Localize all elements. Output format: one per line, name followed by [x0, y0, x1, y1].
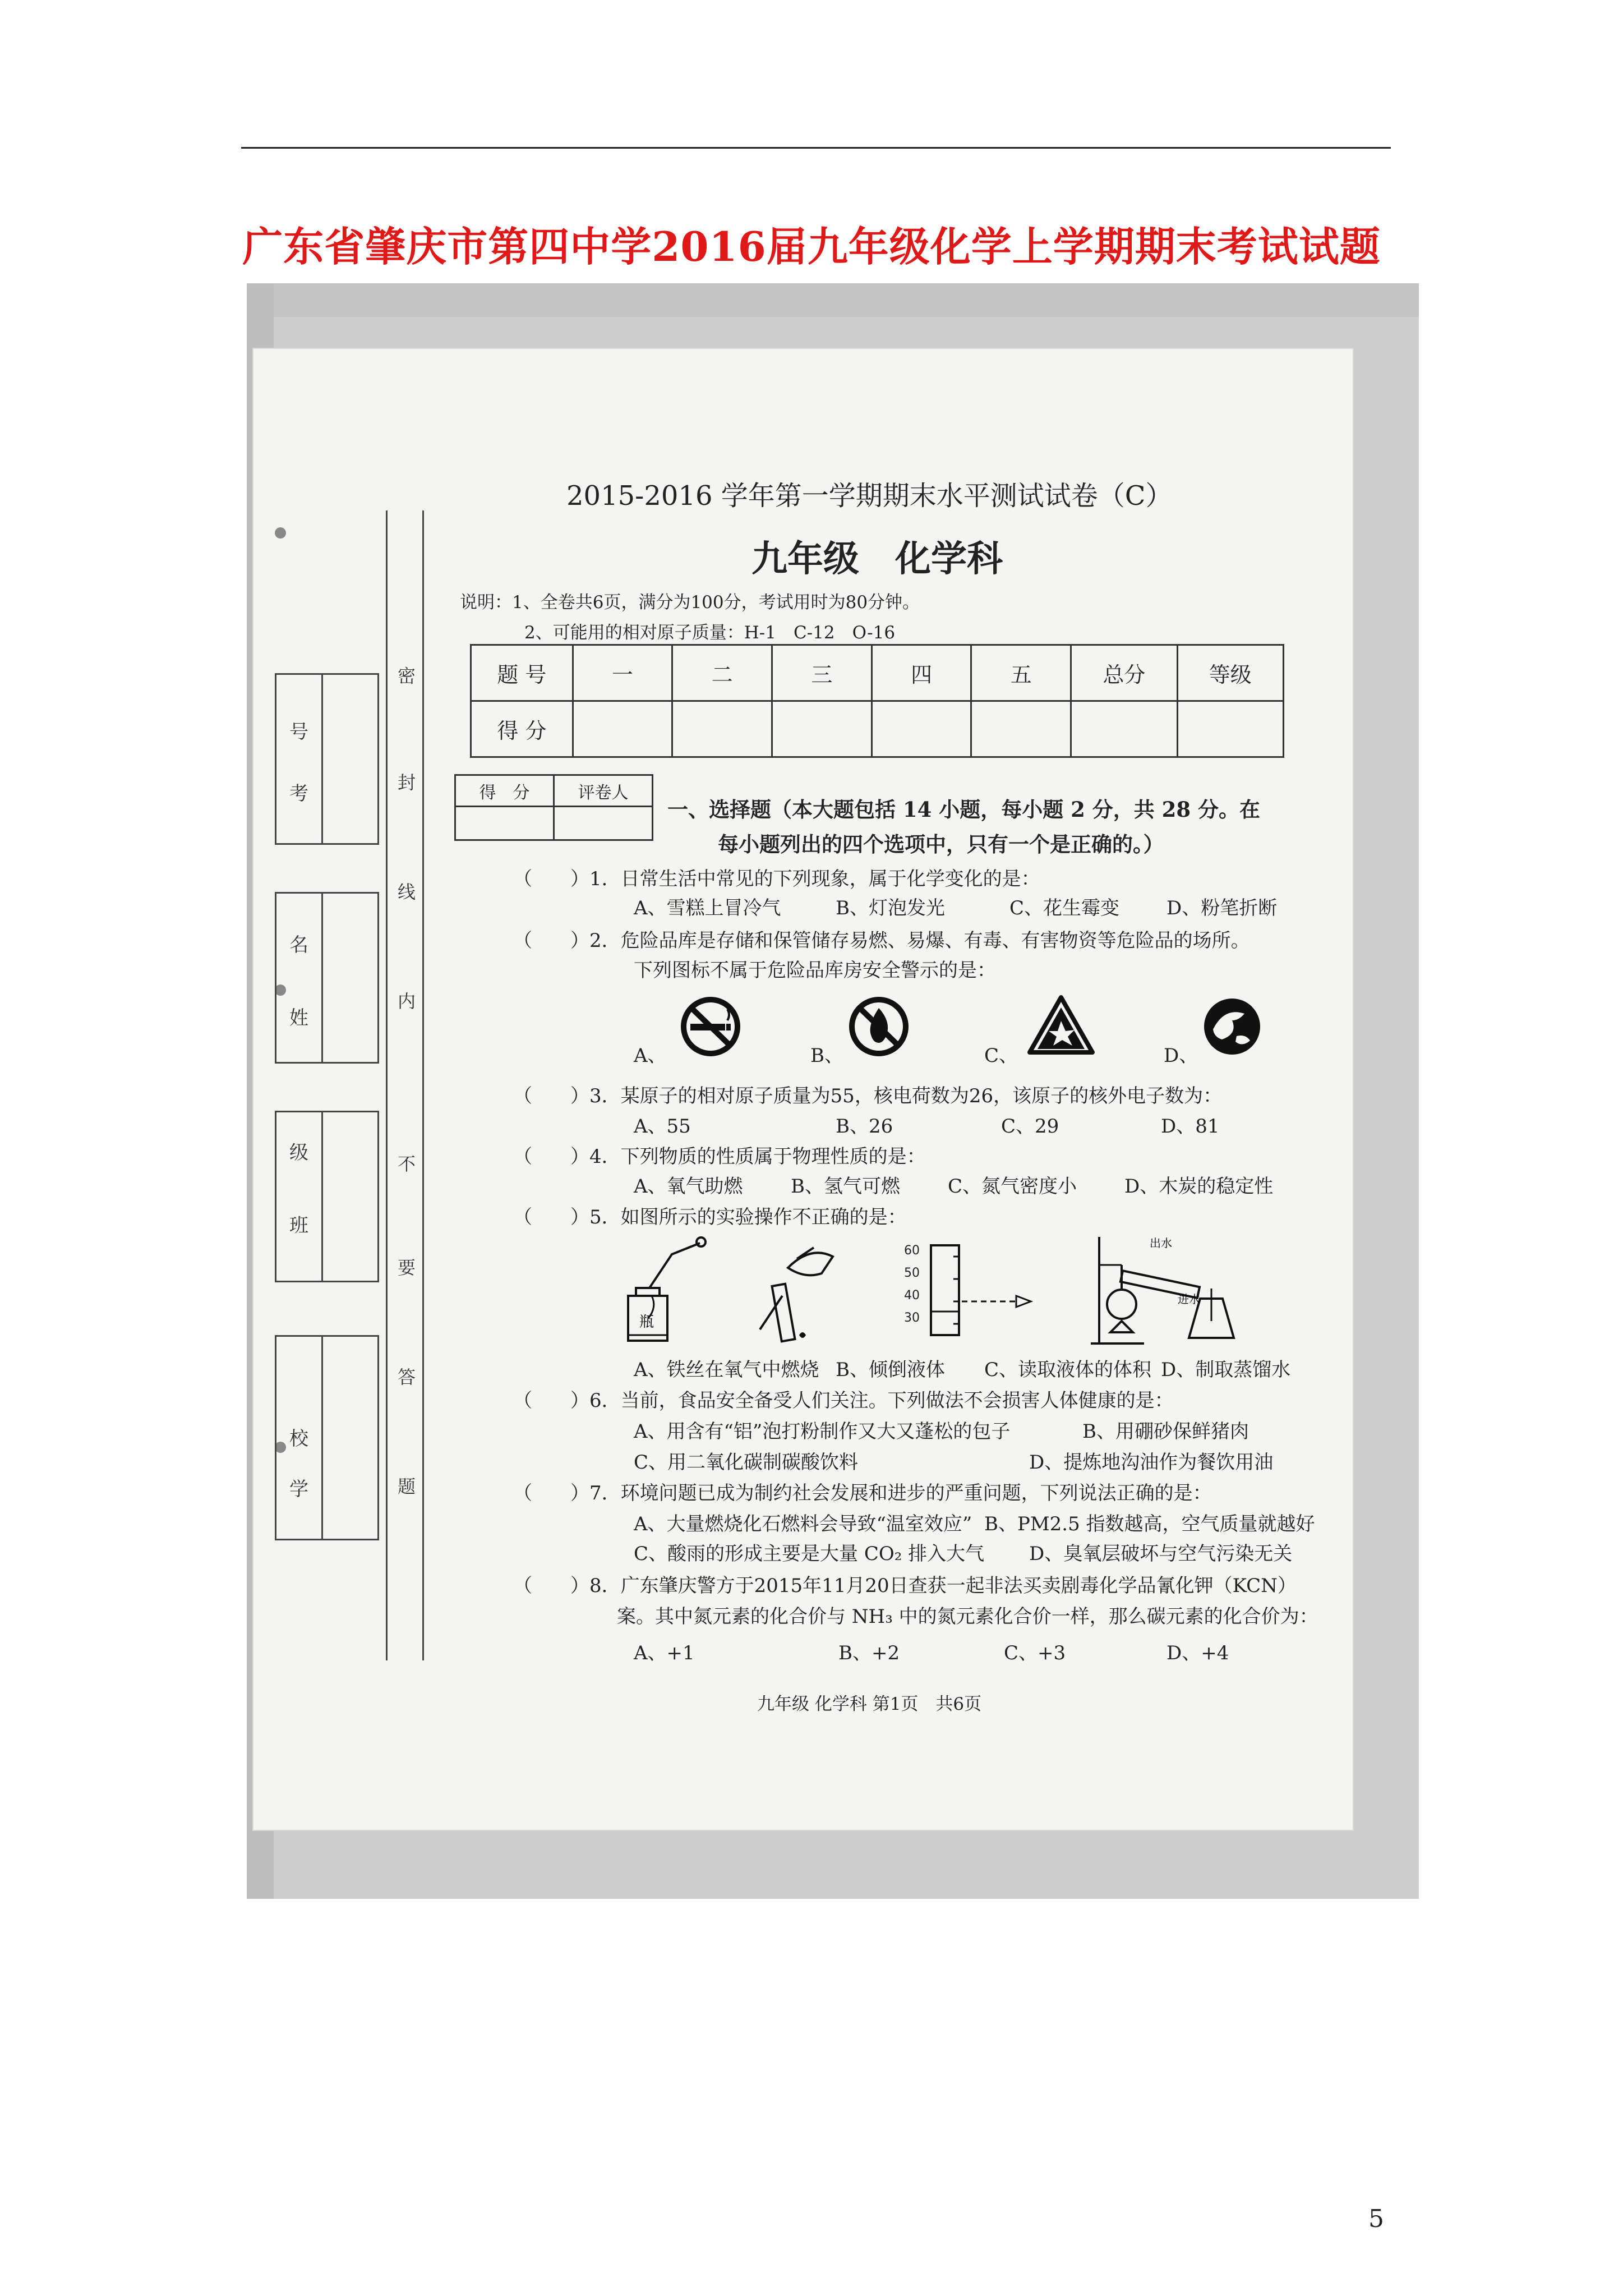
- binding-line: [386, 510, 388, 1660]
- water-inlet-label: 进水: [1178, 1292, 1200, 1306]
- q1-option-a: A、雪糕上冒冷气: [634, 897, 781, 919]
- q5-option-c: C、读取液体的体积: [984, 1359, 1152, 1381]
- q8-option-a: A、+1: [634, 1642, 695, 1664]
- q2-option-d: D、: [1164, 1045, 1198, 1067]
- q4-option-d: D、木炭的稳定性: [1124, 1175, 1274, 1198]
- student-info-boxes: [275, 673, 376, 1537]
- question-8-stem: （ ）8．广东肇庆警方于2015年11月20日查获一起非法买卖剧毒化学品氰化钾（KCN）: [513, 1575, 1297, 1597]
- score-table: 题 号 一 二 三 四 五 总分 等级 得 分: [470, 644, 1284, 758]
- no-open-flame-icon: [844, 996, 914, 1057]
- binding-line: [422, 510, 424, 1660]
- jar-label: 瓶: [639, 1314, 654, 1331]
- q3-option-d: D、81: [1161, 1115, 1220, 1138]
- cylinder-scale: 60 50 40 30: [904, 1244, 920, 1325]
- question-2-stem-2: 下列图标不属于危险品库房安全警示的是：: [634, 959, 996, 982]
- pouring-liquid-figure: [743, 1234, 844, 1346]
- q2-option-c: C、: [984, 1045, 1018, 1067]
- punch-hole: [275, 527, 286, 539]
- class-box: 级 班: [275, 1111, 379, 1282]
- q6-option-d: D、提炼地沟油作为餐饮用油: [1029, 1451, 1274, 1474]
- no-smoking-icon: [676, 996, 745, 1057]
- q7-option-a: A、大量燃烧化石燃料会导致“温室效应”: [634, 1513, 972, 1535]
- q3-option-b: B、26: [836, 1115, 893, 1138]
- explosive-warning-icon: [1026, 994, 1096, 1056]
- question-1-stem: （ ）1．日常生活中常见的下列现象，属于化学变化的是：: [513, 868, 1040, 890]
- exam-title: 2015-2016 学年第一学期期末水平测试试卷（C）: [566, 480, 1173, 512]
- q4-option-a: A、氧气助燃: [634, 1175, 743, 1198]
- q2-option-b: B、: [810, 1045, 843, 1067]
- q1-option-d: D、粉笔折断: [1166, 897, 1278, 919]
- water-outlet-label: 出水: [1150, 1236, 1172, 1250]
- q1-option-b: B、灯泡发光: [836, 897, 945, 919]
- q8-option-d: D、+4: [1166, 1642, 1229, 1664]
- section-1-subheading: 每小题列出的四个选项中，只有一个是正确的。）: [718, 832, 1164, 857]
- section-1-heading: 一、选择题（本大题包括 14 小题，每小题 2 分，共 28 分。在: [667, 797, 1261, 822]
- name-box: 名 姓: [275, 892, 379, 1064]
- q6-option-b: B、用硼砂保鲜猪肉: [1082, 1420, 1249, 1443]
- q4-option-c: C、氮气密度小: [948, 1175, 1077, 1198]
- header-rule: [241, 147, 1391, 149]
- school-box: 校 学: [275, 1335, 379, 1540]
- corrosive-icon: [1197, 996, 1267, 1057]
- q5-option-b: B、倾倒液体: [836, 1359, 945, 1381]
- document-title: 广东省肇庆市第四中学2016届九年级化学上学期期末考试试题: [242, 223, 1381, 270]
- q8-option-b: B、+2: [838, 1642, 900, 1664]
- q3-option-c: C、29: [1001, 1115, 1059, 1138]
- q8-option-c: C、+3: [1004, 1642, 1066, 1664]
- iron-wire-combustion-figure: [617, 1234, 729, 1346]
- question-2-stem: （ ）2．危险品库是存储和保管储存易燃、易爆、有毒、有害物资等危险品的场所。: [513, 930, 1250, 952]
- question-8-stem-2: 案。其中氮元素的化合价与 NH₃ 中的氮元素化合价一样，那么碳元素的化合价为：: [617, 1605, 1318, 1628]
- q3-option-a: A、55: [634, 1115, 691, 1138]
- question-4-stem: （ ）4．下列物质的性质属于物理性质的是：: [513, 1145, 926, 1168]
- q7-option-b: B、PM2.5 指数越高，空气质量就越好: [984, 1513, 1315, 1535]
- q7-option-c: C、酸雨的形成主要是大量 CO₂ 排入大气: [634, 1543, 985, 1565]
- q1-option-c: C、花生霉变: [1009, 897, 1120, 919]
- q4-option-b: B、氢气可燃: [791, 1175, 900, 1198]
- exam-note-1: 说明：1、全卷共6页，满分为100分，考试用时为80分钟。: [460, 592, 920, 613]
- exam-number-box: 号 考: [275, 673, 379, 845]
- question-3-stem: （ ）3．某原子的相对原子质量为55，核电荷数为26，该原子的核外电子数为：: [513, 1085, 1223, 1107]
- scan-shadow: [247, 283, 1419, 317]
- question-5-stem: （ ）5．如图所示的实验操作不正确的是：: [513, 1206, 907, 1228]
- q6-option-c: C、用二氧化碳制碳酸饮料: [634, 1451, 859, 1474]
- q7-option-d: D、臭氧层破坏与空气污染无关: [1029, 1543, 1293, 1565]
- question-7-stem: （ ）7．环境问题已成为制约社会发展和进步的严重问题，下列说法正确的是：: [513, 1482, 1212, 1504]
- page-number: 5: [1368, 2205, 1384, 2233]
- q6-option-a: A、用含有“铝”泡打粉制作又大又蓬松的包子: [634, 1420, 1011, 1443]
- q5-option-d: D、制取蒸馏水: [1161, 1359, 1291, 1381]
- question-6-stem: （ ）6．当前，食品安全备受人们关注。下列做法不会损害人体健康的是：: [513, 1389, 1174, 1412]
- q2-option-a: A、: [634, 1045, 667, 1067]
- subject-title: 九年级 化学科: [751, 538, 1003, 580]
- grader-table: 得 分 评卷人: [454, 774, 653, 841]
- reading-volume-figure: [920, 1240, 1043, 1341]
- exam-note-2: 2、可能用的相对原子质量：H-1 C-12 O-16: [524, 623, 896, 643]
- distillation-figure: [1088, 1231, 1245, 1346]
- q5-option-a: A、铁丝在氧气中燃烧: [634, 1359, 819, 1381]
- exam-page-footer: 九年级 化学科 第1页 共6页: [757, 1694, 982, 1714]
